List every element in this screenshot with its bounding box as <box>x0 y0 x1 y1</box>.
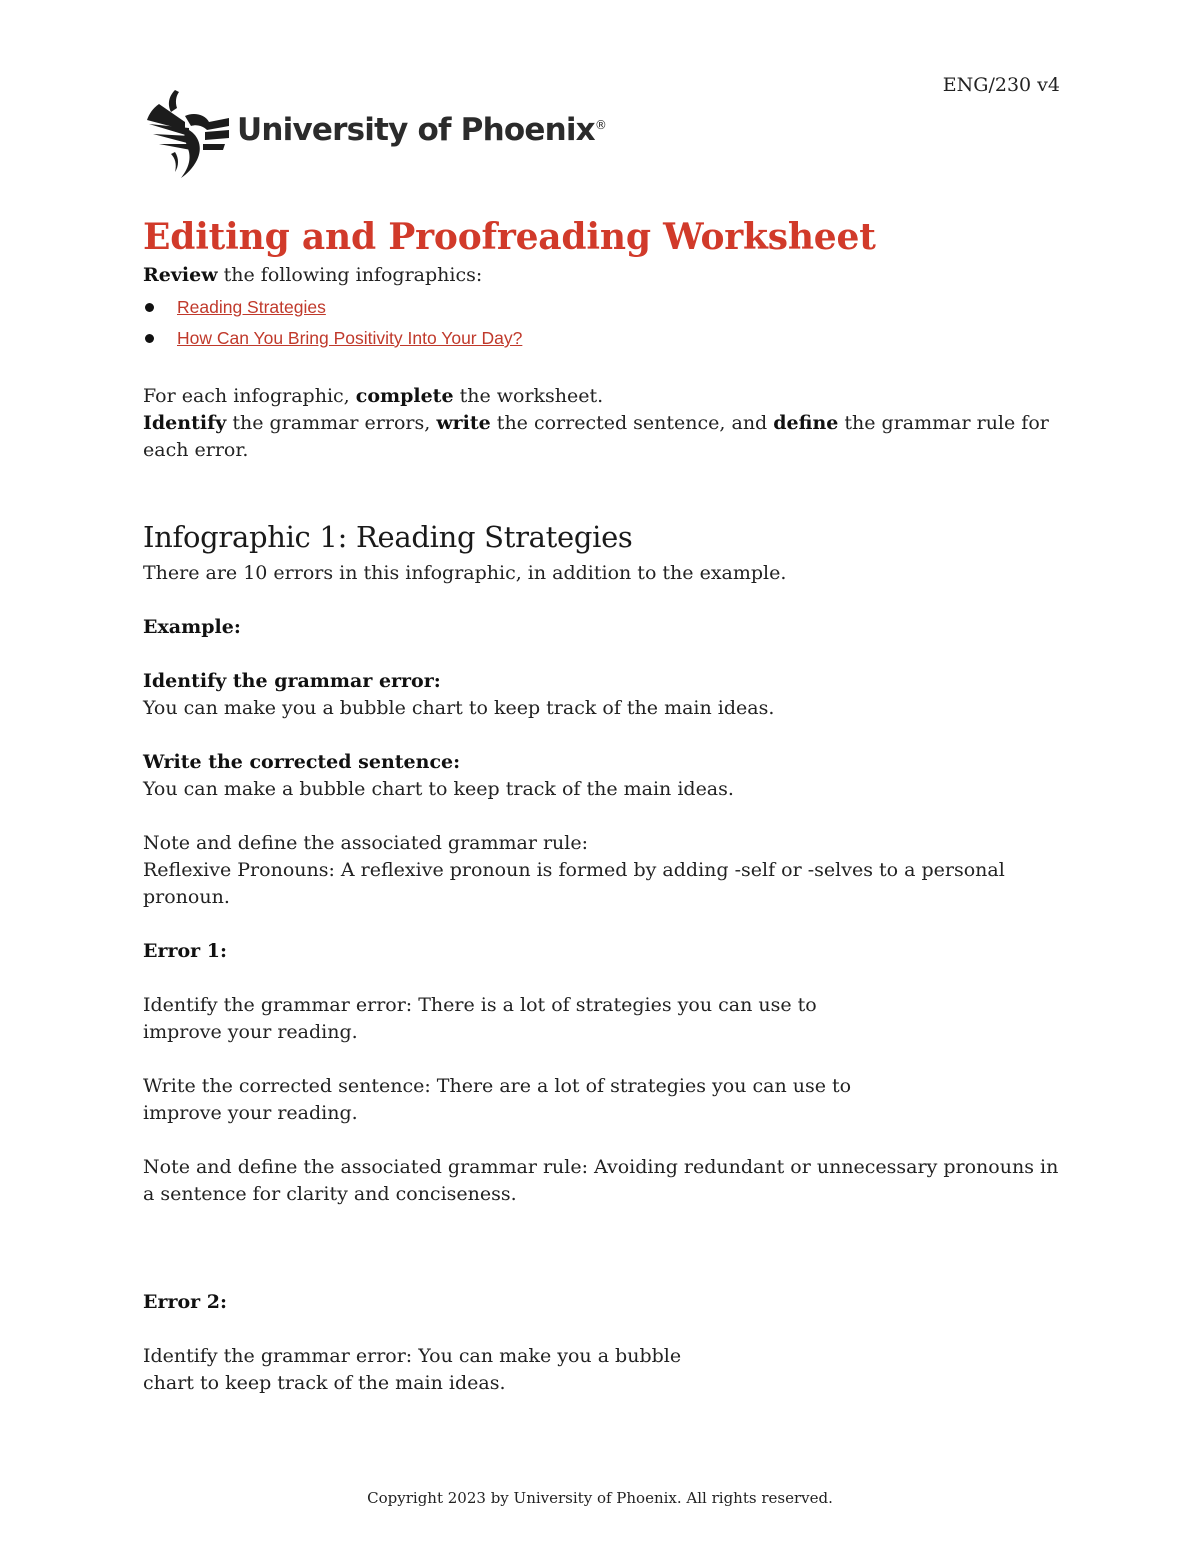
example-rule-text: Reflexive Pronouns: A reflexive pronoun is formed by adding -self or -selves to a personal pronoun. <box>143 859 1005 908</box>
list-item <box>143 292 1063 323</box>
example-label: Example: <box>143 616 241 638</box>
error-1-identify-line-2: improve your reading. <box>143 1021 358 1043</box>
bullet-icon <box>145 334 154 343</box>
phoenix-logo-icon <box>145 86 231 182</box>
section-subtitle: There are 10 errors in this infographic, in addition to the example. <box>143 562 787 584</box>
text: the grammar rule for each error. <box>143 412 1049 461</box>
example-identify-text: You can make you a bubble chart to keep track of the main ideas. <box>143 697 775 719</box>
review-text: the following infographics: <box>217 264 483 286</box>
worksheet-content <box>143 212 1063 1397</box>
bold-text: Identify <box>143 412 227 434</box>
bold-text: define <box>773 412 839 434</box>
page-title: Editing and Proofreading Worksheet <box>143 216 876 258</box>
text: the corrected sentence, and <box>490 412 774 434</box>
list-item <box>143 323 1063 354</box>
logo-text: University of Phoenix <box>237 112 595 148</box>
instruction-line-1 <box>143 383 1063 410</box>
logo-wordmark <box>237 112 606 148</box>
text: For each infographic, <box>143 385 356 407</box>
bullet-icon <box>145 303 154 312</box>
link-positivity[interactable]: How Can You Bring Positivity Into Your Day? <box>177 328 523 348</box>
error-2-identify-line-1: Identify the grammar error: You can make you a bubble <box>143 1345 682 1367</box>
error-1-identify-line-1: Identify the grammar error: There is a lot of strategies you can use to <box>143 994 817 1016</box>
example-identify-label: Identify the grammar error: <box>143 670 441 692</box>
bold-text: write <box>436 412 491 434</box>
error-2-label: Error 2: <box>143 1291 228 1313</box>
link-reading-strategies[interactable]: Reading Strategies <box>177 297 326 317</box>
section-heading: Infographic 1: Reading Strategies <box>143 520 633 554</box>
example-write-text: You can make a bubble chart to keep track of the main ideas. <box>143 778 734 800</box>
error-2-identify-line-2: chart to keep track of the main ideas. <box>143 1372 506 1394</box>
example-rule-label: Note and define the associated grammar rule: <box>143 832 588 854</box>
instruction-line-2 <box>143 410 1063 464</box>
registered-mark: ® <box>594 118 607 132</box>
review-instruction <box>143 262 1063 289</box>
error-1-write-line-1: Write the corrected sentence: There are a lot of strategies you can use to <box>143 1075 852 1097</box>
university-logo <box>145 86 607 182</box>
review-bold: Review <box>143 264 218 286</box>
error-1-write-line-2: improve your reading. <box>143 1102 358 1124</box>
text: the worksheet. <box>453 385 604 407</box>
course-code: ENG/230 v4 <box>942 74 1060 96</box>
text: the grammar errors, <box>226 412 437 434</box>
error-1-label: Error 1: <box>143 940 228 962</box>
copyright-footer: Copyright 2023 by University of Phoenix. All rights reserved. <box>367 1489 833 1507</box>
infographic-links <box>143 292 1063 354</box>
error-1-rule-text: Note and define the associated grammar rule: Avoiding redundant or unnecessary pronouns in a sentence for clarity and conciseness. <box>143 1156 1059 1205</box>
example-write-label: Write the corrected sentence: <box>143 751 461 773</box>
bold-text: complete <box>355 385 454 407</box>
